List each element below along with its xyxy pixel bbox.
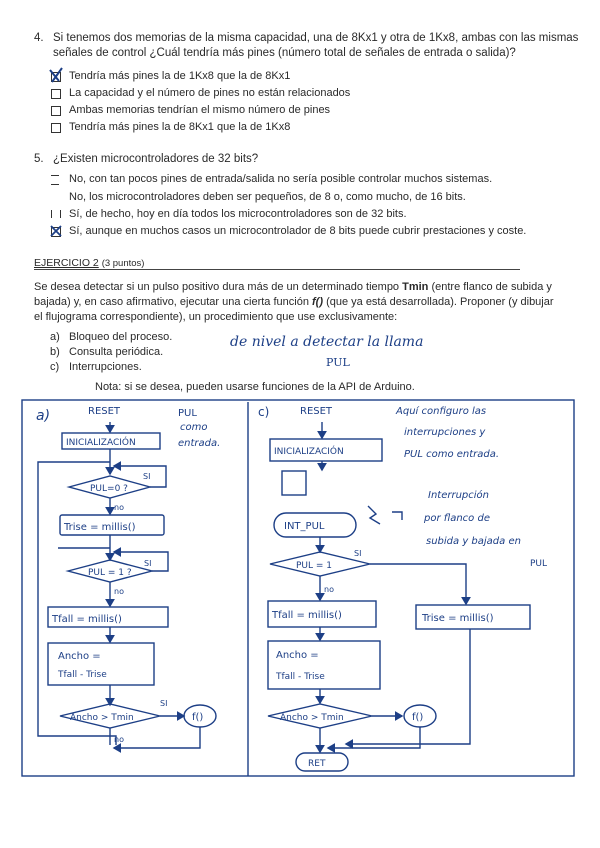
c-loop-box xyxy=(282,471,306,495)
q5-option-3: Sí, de hecho, hoy en día todos los microcontroladores son de 32 bits. xyxy=(69,208,407,220)
c-si-1: SI xyxy=(354,549,362,558)
a-no-1: no xyxy=(114,503,124,512)
para-text: (que ya está desarrollada). Proponer (y dibujar xyxy=(323,296,554,308)
q4-option-4: Tendría más pines la de 8Kx1 que la de 1Kx8 xyxy=(69,121,291,133)
exercise-para-line3: el flujograma correspondiente), un procedimiento que use exclusivamente: xyxy=(34,311,398,323)
c-no-1: no xyxy=(324,585,334,594)
a-si-2: SI xyxy=(144,559,152,568)
item-a-text: Bloqueo del proceso. xyxy=(69,331,173,343)
c-isr-text: INT_PUL xyxy=(284,521,325,532)
a-d3-text: Ancho > Tmin xyxy=(70,713,134,723)
a-d1-text: PUL=0 ? xyxy=(90,484,128,494)
c-d2-text: Ancho > Tmin xyxy=(280,713,344,723)
item-b-label: b) xyxy=(50,346,60,358)
a-main-loop xyxy=(38,462,116,745)
a-si-1: SI xyxy=(143,472,151,481)
q4-option-3: Ambas memorias tendrían el mismo número de pines xyxy=(69,104,331,116)
c-note-1: Aquí configuro las xyxy=(396,406,487,417)
a-no-3: no xyxy=(114,735,124,744)
c-ancho-1: Ancho = xyxy=(276,650,319,661)
c-ancho-2: Tfall - Trise xyxy=(276,672,325,682)
para-text: Se desea detectar si un pulso positivo dura más de un determinado tiempo xyxy=(34,281,403,293)
q5-option-4: Sí, aunque en muchos casos un microcontrolador de 8 bits puede cubrir prestaciones y coste. xyxy=(69,225,527,237)
a-init-text: INICIALIZACIÓN xyxy=(66,438,136,448)
handwritten-note-line2: PUL xyxy=(326,356,350,369)
interrupt-icon xyxy=(368,506,402,524)
c-note-3: PUL como entrada. xyxy=(404,449,500,460)
q4-option-1: Tendría más pines la de 1Kx8 que la de 8Kx1 xyxy=(69,70,291,82)
exercise-note: Nota: si se desea, pueden usarse funciones de la API de Arduino. xyxy=(95,381,415,393)
c-si-branch xyxy=(370,564,466,604)
q5-option-1: No, con tan pocos pines de entrada/salida no sería posible controlar muchos sistemas. xyxy=(69,173,493,185)
c-isr-note-4: PUL xyxy=(530,559,548,569)
c-isr-note-1: Interrupción xyxy=(428,490,490,501)
handwritten-note-line1: de nivel a detectar la llama xyxy=(230,334,424,350)
arrow xyxy=(114,727,200,748)
a-note-3: entrada. xyxy=(178,438,221,449)
q4-number: 4. xyxy=(34,32,44,44)
arrow xyxy=(328,727,420,748)
a-note-1: PUL xyxy=(178,408,197,419)
para-tmin: Tmin xyxy=(402,281,429,293)
a-si-3: SI xyxy=(160,699,168,708)
q5-number: 5. xyxy=(34,153,44,165)
q4-text-line1: Si tenemos dos memorias de la misma capacidad, una de 8Kx1 y otra de 1Kx8, ambas con las mismas xyxy=(53,32,579,44)
a-trise-text: Trise = millis() xyxy=(64,522,136,533)
a-reset: RESET xyxy=(88,406,121,417)
para-text: (entre flanco de subida y xyxy=(428,281,552,293)
c-right-merge xyxy=(346,629,470,744)
q5-text: ¿Existen microcontroladores de 32 bits? xyxy=(53,153,259,165)
item-c-label: c) xyxy=(50,361,60,373)
exercise-title-text: EJERCICIO 2 xyxy=(34,257,99,269)
a-tfall-text: Tfall = millis() xyxy=(52,614,122,625)
c-ret-text: RET xyxy=(308,759,326,769)
c-reset: RESET xyxy=(300,406,333,417)
c-trise-text: Trise = millis() xyxy=(422,613,494,624)
exercise-points: (3 puntos) xyxy=(101,258,145,269)
para-func: f() xyxy=(312,296,324,308)
a-ancho-1: Ancho = xyxy=(58,651,101,662)
q4-option-2: La capacidad y el número de pines no están relacionados xyxy=(69,87,351,99)
c-isr-note-2: por flanco de xyxy=(424,513,490,524)
a-no-2: no xyxy=(114,587,124,596)
c-label: c) xyxy=(258,405,270,419)
q5-option-2: No, los microcontroladores deben ser pequeños, de 8 o, como mucho, de 16 bits. xyxy=(69,191,466,203)
c-isr-note-3: subida y bajada en xyxy=(426,536,521,547)
item-a-label: a) xyxy=(50,331,60,343)
c-d1-text: PUL = 1 xyxy=(296,561,333,571)
para-text: bajada) y, en caso afirmativo, ejecutar una cierta función xyxy=(34,296,313,308)
a-note-2: como xyxy=(180,422,208,433)
a-func-text: f() xyxy=(192,712,204,723)
a-ancho-2: Tfall - Trise xyxy=(58,670,107,680)
c-note-2: interrupciones y xyxy=(404,427,486,438)
a-label: a) xyxy=(36,408,51,424)
c-func-text: f() xyxy=(412,712,424,723)
c-init-text: INICIALIZACIÓN xyxy=(274,447,344,457)
c-tfall-text: Tfall = millis() xyxy=(272,610,342,621)
q4-text-line2: señales de control ¿Cuál tendría más pines (número total de señales de entrada o salida)? xyxy=(53,47,516,59)
item-b-text: Consulta periódica. xyxy=(69,346,164,358)
item-c-text: Interrupciones. xyxy=(69,361,142,373)
a-d2-text: PUL = 1 ? xyxy=(88,568,132,578)
